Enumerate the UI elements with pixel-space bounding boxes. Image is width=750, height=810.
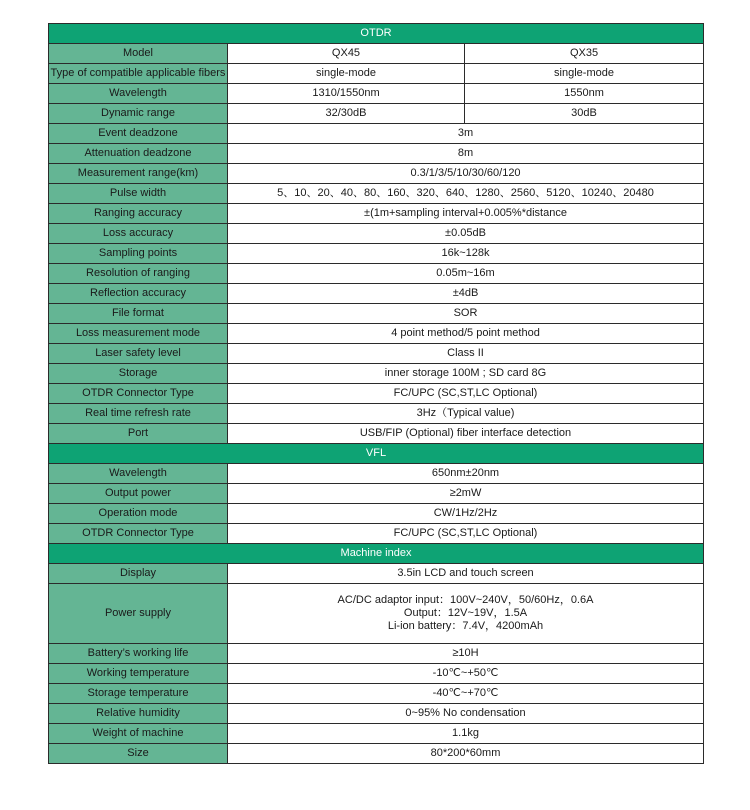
row-value: 0~95% No condensation (228, 704, 704, 724)
row-label: Relative humidity (49, 704, 228, 724)
qx35-value: 30dB (465, 104, 704, 124)
section-header-machine (49, 544, 704, 564)
row-label: Output power (49, 484, 228, 504)
spec-row (49, 164, 704, 184)
spec-row (49, 64, 704, 84)
qx45-value: single-mode (228, 64, 465, 84)
section-title: VFL (49, 444, 704, 464)
qx45-value: QX45 (228, 44, 465, 64)
section-header-otdr (49, 24, 704, 44)
power-line-output: Output：12V~19V，1.5A (403, 607, 528, 619)
row-value: -10℃~+50℃ (228, 664, 704, 684)
spec-row (49, 744, 704, 764)
power-line-input: AC/DC adaptor input：100V~240V，50/60Hz，0.6A (337, 594, 594, 606)
qx35-value: QX35 (465, 44, 704, 64)
row-label: Battery’s working life (49, 644, 228, 664)
row-value: ≥2mW (228, 484, 704, 504)
row-value: 4 point method/5 point method (228, 324, 704, 344)
row-label: Wavelength (49, 84, 228, 104)
row-label: Port (49, 424, 228, 444)
qx45-value: 32/30dB (228, 104, 465, 124)
spec-row (49, 124, 704, 144)
row-value: FC/UPC (SC,ST,LC Optional) (228, 524, 704, 544)
row-label: Model (49, 44, 228, 64)
spec-row (49, 504, 704, 524)
row-value: ≥10H (228, 644, 704, 664)
row-value: CW/1Hz/2Hz (228, 504, 704, 524)
row-label: Wavelength (49, 464, 228, 484)
spec-row (49, 324, 704, 344)
row-label: Display (49, 564, 228, 584)
row-label: OTDR Connector Type (49, 384, 228, 404)
row-label: File format (49, 304, 228, 324)
row-label: Resolution of ranging (49, 264, 228, 284)
row-value: 0.05m~16m (228, 264, 704, 284)
spec-row (49, 304, 704, 324)
spec-row (49, 384, 704, 404)
row-label: Loss measurement mode (49, 324, 228, 344)
spec-row (49, 724, 704, 744)
spec-row (49, 644, 704, 664)
spec-row (49, 524, 704, 544)
row-value: 5、10、20、40、80、160、320、640、1280、2560、5120、10240、20480 (228, 184, 704, 204)
spec-row (49, 184, 704, 204)
spec-row (49, 144, 704, 164)
row-value: 16k~128k (228, 244, 704, 264)
row-label: Laser safety level (49, 344, 228, 364)
row-label: Event deadzone (49, 124, 228, 144)
row-value: inner storage 100M ; SD card 8G (228, 364, 704, 384)
row-value: 3Hz（Typical value) (228, 404, 704, 424)
row-value: 3m (228, 124, 704, 144)
power-supply-value (228, 584, 704, 644)
spec-row (49, 464, 704, 484)
qx35-value: single-mode (465, 64, 704, 84)
row-value: ±4dB (228, 284, 704, 304)
row-value: -40℃~+70℃ (228, 684, 704, 704)
power-line-battery: Li-ion battery：7.4V，4200mAh (387, 620, 544, 632)
spec-row (49, 44, 704, 64)
spec-row (49, 104, 704, 124)
row-label: Operation mode (49, 504, 228, 524)
row-label: Power supply (49, 584, 228, 644)
spec-row (49, 364, 704, 384)
row-label: Size (49, 744, 228, 764)
row-label: Dynamic range (49, 104, 228, 124)
row-value: 650nm±20nm (228, 464, 704, 484)
section-header-vfl (49, 444, 704, 464)
spec-row (49, 484, 704, 504)
spec-row (49, 204, 704, 224)
row-label: Pulse width (49, 184, 228, 204)
spec-row (49, 84, 704, 104)
row-label: Loss accuracy (49, 224, 228, 244)
section-title: OTDR (49, 24, 704, 44)
spec-row-power-supply (49, 584, 704, 644)
row-label: Weight of machine (49, 724, 228, 744)
row-label: Storage temperature (49, 684, 228, 704)
spec-row (49, 424, 704, 444)
row-label: Attenuation deadzone (49, 144, 228, 164)
row-label: Working temperature (49, 664, 228, 684)
row-label: Type of compatible applicable fibers (49, 64, 228, 84)
row-label: Reflection accuracy (49, 284, 228, 304)
row-label: Storage (49, 364, 228, 384)
row-value: ±(1m+sampling interval+0.005%*distance (228, 204, 704, 224)
spec-row (49, 244, 704, 264)
row-value: SOR (228, 304, 704, 324)
row-value: FC/UPC (SC,ST,LC Optional) (228, 384, 704, 404)
row-value: 1.1kg (228, 724, 704, 744)
spec-row (49, 704, 704, 724)
spec-row (49, 224, 704, 244)
spec-row (49, 664, 704, 684)
row-value: USB/FIP (Optional) fiber interface detection (228, 424, 704, 444)
row-value: 80*200*60mm (228, 744, 704, 764)
row-value: 3.5in LCD and touch screen (228, 564, 704, 584)
row-label: Ranging accuracy (49, 204, 228, 224)
qx45-value: 1310/1550nm (228, 84, 465, 104)
spec-row (49, 264, 704, 284)
spec-row (49, 344, 704, 364)
row-value: Class II (228, 344, 704, 364)
row-label: Sampling points (49, 244, 228, 264)
row-label: Real time refresh rate (49, 404, 228, 424)
spec-row (49, 404, 704, 424)
spec-table (48, 23, 704, 764)
spec-row (49, 564, 704, 584)
section-title: Machine index (49, 544, 704, 564)
spec-row (49, 284, 704, 304)
row-label: Measurement range(km) (49, 164, 228, 184)
row-value: 0.3/1/3/5/10/30/60/120 (228, 164, 704, 184)
row-value: 8m (228, 144, 704, 164)
qx35-value: 1550nm (465, 84, 704, 104)
spec-row (49, 684, 704, 704)
row-label: OTDR Connector Type (49, 524, 228, 544)
row-value: ±0.05dB (228, 224, 704, 244)
